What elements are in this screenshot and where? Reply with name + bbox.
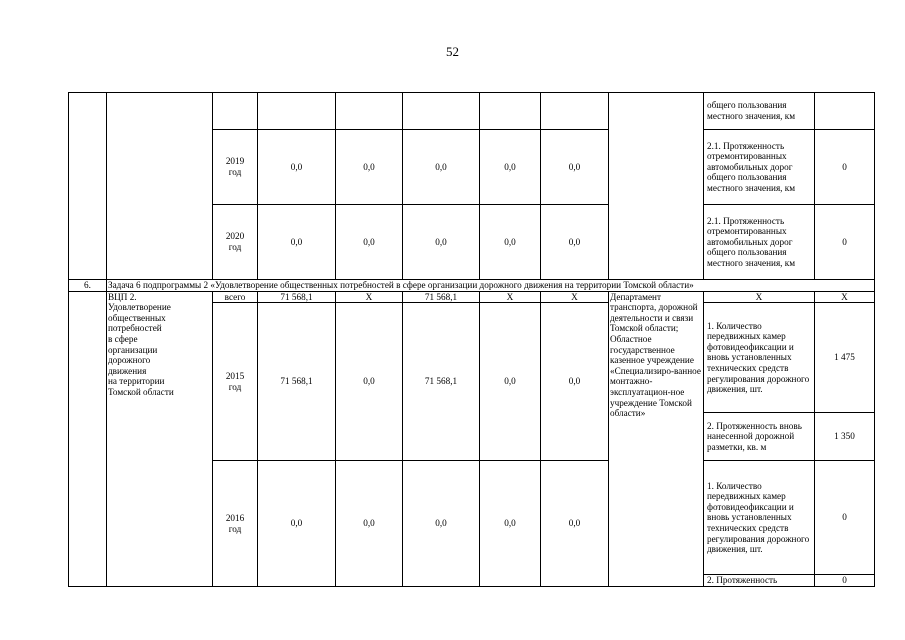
indicator-text: 1. Количество передвижных камер фотовидеофиксации и вновь установленных технических средств регулирования дорожного движения, шт. [704, 461, 815, 575]
name-cell-empty [107, 93, 213, 280]
task-title: Задача 6 подпрограммы 2 «Удовлетворение общественных потребностей в сфере организации дорожного движения на территории Томской области» [107, 280, 875, 292]
indicator-text: 2. Протяженность [704, 575, 815, 587]
executor-cell-empty [609, 93, 704, 280]
total-label: всего [213, 291, 258, 303]
value-cell: 0,0 [336, 205, 403, 280]
indicator-value: Х [815, 291, 875, 303]
indicator-value: 1 475 [815, 303, 875, 413]
indicator-text: 2. Протяженность вновь нанесенной дорожной разметки, кв. м [704, 413, 815, 461]
value-cell: 0,0 [336, 303, 403, 461]
indicator-value: 0 [815, 205, 875, 280]
program-table [68, 92, 875, 587]
value-cell: 71 568,1 [258, 291, 336, 303]
indicator-text: 1. Количество передвижных камер фотовидеофиксации и вновь установленных технических средств регулирования дорожного движения, шт. [704, 303, 815, 413]
value-cell: 0,0 [403, 130, 480, 205]
value-cell: 0,0 [403, 205, 480, 280]
indicator-value: 0 [815, 130, 875, 205]
executor: Департамент транспорта, дорожной деятельности и связи Томской области; Областное государственное казенное учреждение «Специализиро-ванное монтажно-эксплуатацион-ное учреждение Томской области» [609, 291, 704, 587]
indicator-value: 0 [815, 461, 875, 575]
value-cell: 0,0 [541, 205, 609, 280]
value-cell: 0,0 [336, 130, 403, 205]
indicator-text: общего пользования местного значения, км [704, 93, 815, 130]
indicator-text: 2.1. Протяженность отремонтированных автомобильных дорог общего пользования местного значения, км [704, 205, 815, 280]
value-cell: 0,0 [258, 205, 336, 280]
page-number: 52 [446, 44, 459, 59]
value-cell: 0,0 [480, 461, 541, 587]
value-cell: 71 568,1 [403, 303, 480, 461]
task-number: 6. [69, 280, 107, 292]
value-cell: 0,0 [480, 130, 541, 205]
value-cell: 71 568,1 [258, 303, 336, 461]
value-cell: 0,0 [541, 461, 609, 587]
value-cell: 71 568,1 [403, 291, 480, 303]
value-cell: Х [336, 291, 403, 303]
value-cell: 0,0 [480, 205, 541, 280]
program-name: ВЦП 2. Удовлетворение общественных потребностей в сфере организации дорожного движения на территории Томской области [107, 291, 213, 587]
year-cell [213, 93, 258, 130]
year-cell: 2019 год [213, 130, 258, 205]
value-cell: 0,0 [480, 303, 541, 461]
value-cell: Х [480, 291, 541, 303]
indicator-value: 1 350 [815, 413, 875, 461]
value-cell: Х [541, 291, 609, 303]
value-cell: 0,0 [336, 461, 403, 587]
indicator-text: Х [704, 291, 815, 303]
value-cell: 0,0 [403, 461, 480, 587]
num-cell-empty [69, 291, 107, 587]
value-cell: 0,0 [258, 461, 336, 587]
num-cell-empty [69, 93, 107, 280]
indicator-text: 2.1. Протяженность отремонтированных автомобильных дорог общего пользования местного значения, км [704, 130, 815, 205]
year-cell: 2015 год [213, 303, 258, 461]
year-cell: 2020 год [213, 205, 258, 280]
value-cell: 0,0 [541, 303, 609, 461]
indicator-value: 0 [815, 575, 875, 587]
value-cell: 0,0 [258, 130, 336, 205]
year-cell: 2016 год [213, 461, 258, 587]
value-cell: 0,0 [541, 130, 609, 205]
